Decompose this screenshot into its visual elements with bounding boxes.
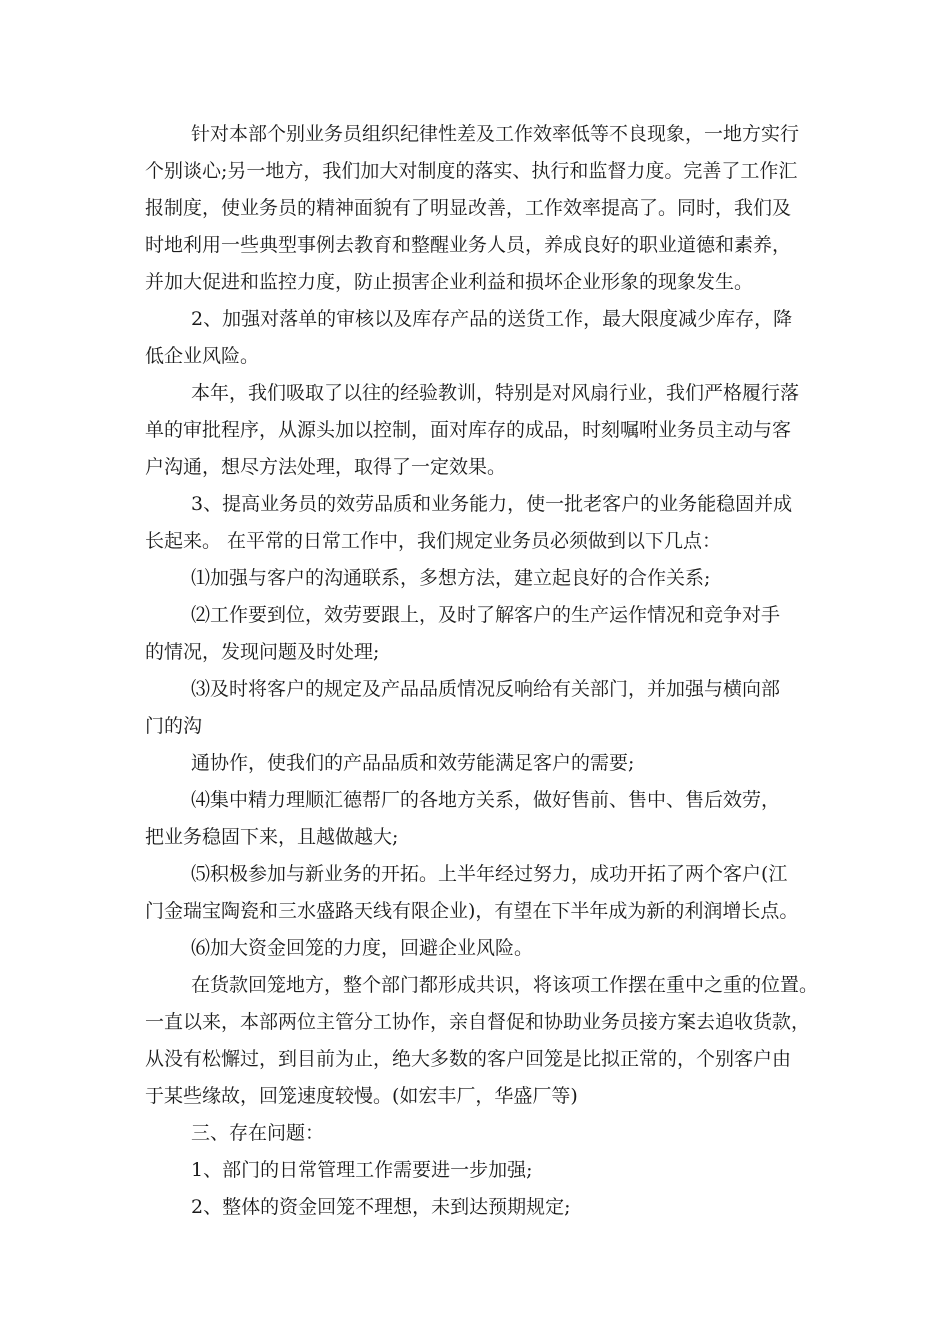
text-line: 于某些缘故，回笼速度较慢。(如宏丰厂，华盛厂等) xyxy=(145,1085,578,1107)
text-line: 一直以来，本部两位主管分工协作，亲自督促和协助业务员接方案去追收货款， xyxy=(145,1011,811,1033)
text-line: 1、部门的日常管理工作需要进一步加强; xyxy=(191,1159,533,1181)
text-line: 从没有松懈过，到目前为止，绝大多数的客户回笼是比拟正常的，个别客户由 xyxy=(145,1048,792,1070)
text-line: ⑹加大资金回笼的力度，回避企业风险。 xyxy=(191,937,534,959)
text-line: 户沟通，想尽方法处理，取得了一定效果。 xyxy=(145,456,507,478)
text-line: ⑸积极参加与新业务的开拓。上半年经过努力，成功开拓了两个客户(江 xyxy=(191,863,788,885)
text-line: ⑶及时将客户的规定及产品品质情况反响给有关部门，并加强与横向部 xyxy=(191,678,781,700)
text-line: 单的审批程序，从源头加以控制，面对库存的成品，时刻嘱咐业务员主动与客 xyxy=(145,419,792,441)
text-line: 报制度，使业务员的精神面貌有了明显改善，工作效率提高了。同时，我们及 xyxy=(145,197,792,219)
text-line: ⑵工作要到位，效劳要跟上，及时了解客户的生产运作情况和竞争对手 xyxy=(191,604,781,626)
text-line: 门的沟 xyxy=(145,715,203,737)
text-line: 低企业风险。 xyxy=(145,345,260,367)
text-line: 通协作，使我们的产品品质和效劳能满足客户的需要; xyxy=(191,752,635,774)
text-line: ⑷集中精力理顺汇德帮厂的各地方关系，做好售前、售中、售后效劳， xyxy=(191,789,781,811)
text-line: 2、整体的资金回笼不理想，未到达预期规定; xyxy=(191,1196,571,1218)
text-line: 3、提高业务员的效劳品质和业务能力，使一批老客户的业务能稳固并成 xyxy=(191,493,793,515)
text-line: 的情况，发现问题及时处理; xyxy=(145,641,380,663)
text-line: 本年，我们吸取了以往的经验教训，特别是对风扇行业，我们严格履行落 xyxy=(191,382,800,404)
text-line: 把业务稳固下来，且越做越大; xyxy=(145,826,399,848)
text-line: 个别谈心;另一地方，我们加大对制度的落实、执行和监督力度。完善了工作汇 xyxy=(145,160,798,182)
text-line: 时地利用一些典型事例去教育和整醒业务人员，养成良好的职业道德和素养， xyxy=(145,234,792,256)
text-line: 门金瑞宝陶瓷和三水盛路天线有限企业)，有望在下半年成为新的利润增长点。 xyxy=(145,900,799,922)
text-line: 并加大促进和监控力度，防止损害企业利益和损坏企业形象的现象发生。 xyxy=(145,271,754,293)
text-line: 三、存在问题： xyxy=(191,1122,325,1144)
text-line: 2、加强对落单的审核以及库存产品的送货工作，最大限度减少库存，降 xyxy=(191,308,793,330)
text-line: 在货款回笼地方，整个部门都形成共识，将该项工作摆在重中之重的位置。 xyxy=(191,974,819,996)
text-line: ⑴加强与客户的沟通联系，多想方法，建立起良好的合作关系; xyxy=(191,567,711,589)
text-line: 长起来。 在平常的日常工作中，我们规定业务员必须做到以下几点： xyxy=(145,530,722,552)
text-line: 针对本部个别业务员组织纪律性差及工作效率低等不良现象，一地方实行 xyxy=(191,123,800,145)
